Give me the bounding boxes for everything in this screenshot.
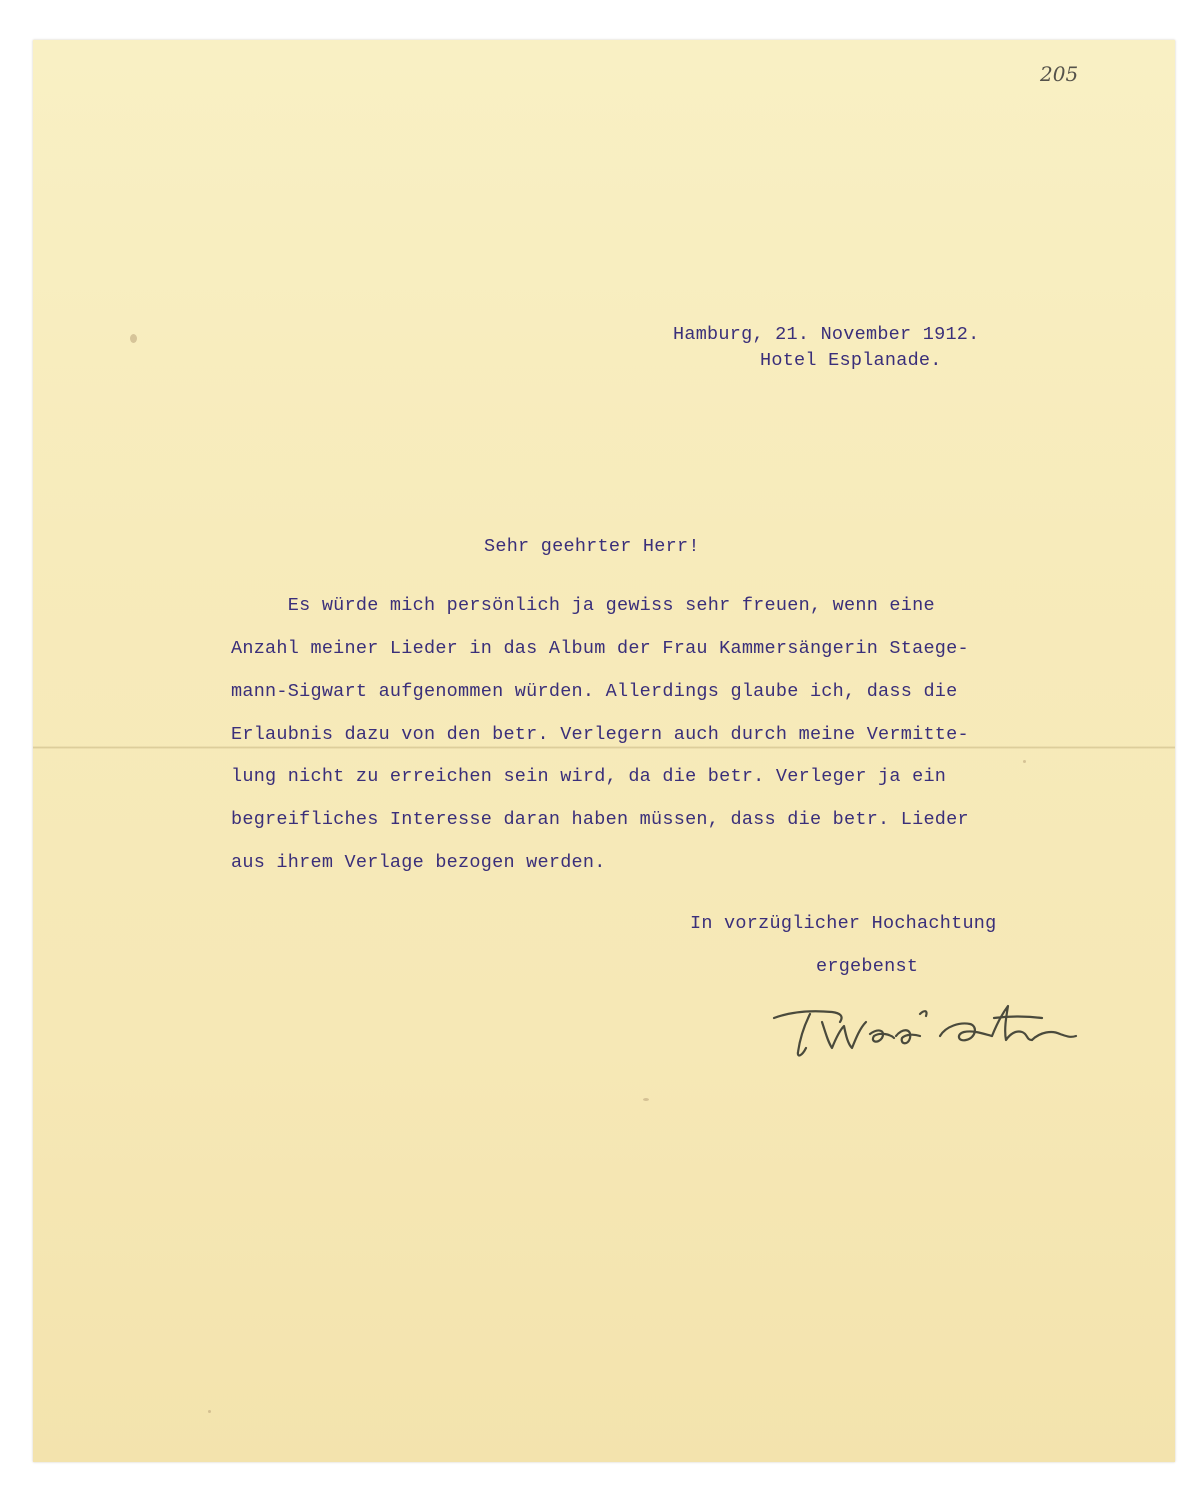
- paper-speck: [208, 1410, 211, 1413]
- place-date: Hamburg, 21. November 1912.: [673, 324, 980, 345]
- hotel-address: Hotel Esplanade.: [760, 350, 942, 371]
- body-line: lung nicht zu erreichen sein wird, da die betr. Verleger ja ein: [231, 766, 947, 787]
- paper-speck: [643, 1098, 649, 1101]
- body-line: aus ihrem Verlage bezogen werden.: [231, 852, 606, 873]
- paper-speck: [130, 334, 137, 343]
- paper-speck: [1023, 760, 1026, 763]
- letter-sheet: [33, 40, 1175, 1462]
- salutation: Sehr geehrter Herr!: [484, 536, 700, 557]
- body-line: Es würde mich persönlich ja gewiss sehr freuen, wenn eine: [231, 595, 935, 616]
- handwritten-signature: [770, 992, 1090, 1062]
- page-number: 205: [1040, 62, 1079, 86]
- closing-signoff: ergebenst: [816, 956, 919, 977]
- body-line: Anzahl meiner Lieder in das Album der Frau Kammersängerin Staege-: [231, 638, 969, 659]
- body-line: begreifliches Interesse daran haben müssen, dass die betr. Lieder: [231, 809, 969, 830]
- closing-phrase: In vorzüglicher Hochachtung: [690, 913, 997, 934]
- paper-fold-line: [33, 746, 1175, 749]
- body-line: mann-Sigwart aufgenommen würden. Allerdings glaube ich, dass die: [231, 681, 958, 702]
- body-line: Erlaubnis dazu von den betr. Verlegern auch durch meine Vermitte-: [231, 724, 969, 745]
